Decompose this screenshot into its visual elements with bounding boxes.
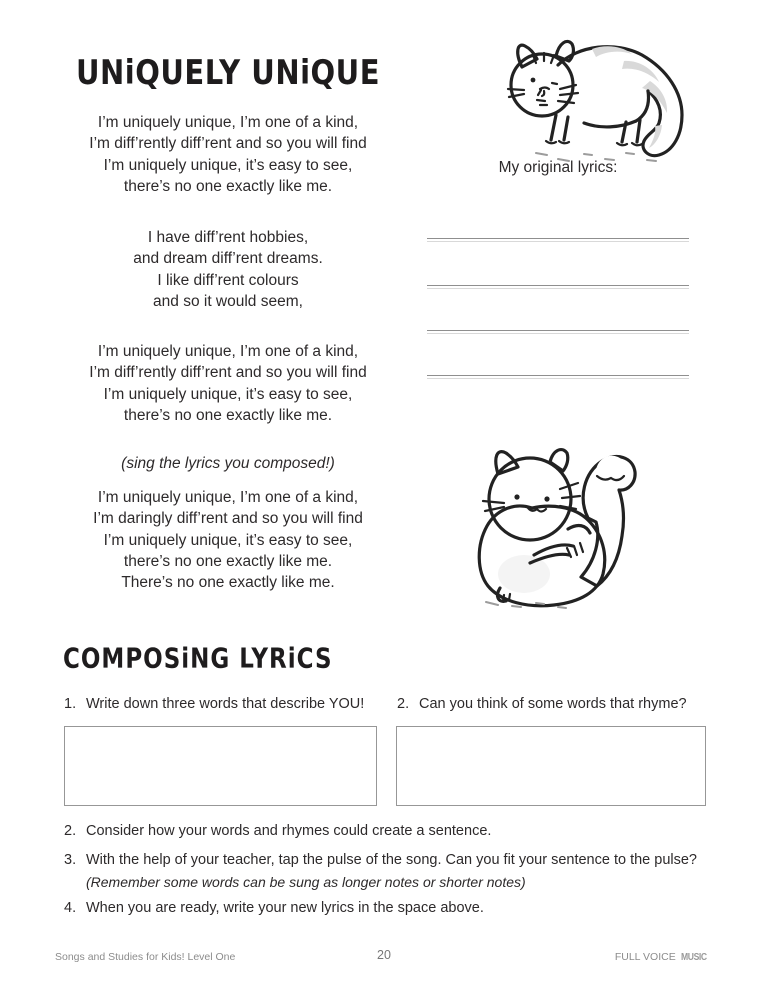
footer-book-title: Songs and Studies for Kids! Level One: [55, 951, 236, 963]
lyric-line: I’m uniquely unique, it’s easy to see,: [103, 385, 353, 403]
step-2: [64, 822, 491, 841]
step-4-number: 4.: [64, 900, 77, 916]
question-2: [397, 695, 687, 714]
question-1-number: 1.: [64, 696, 77, 712]
writing-line-4: [427, 375, 689, 379]
page-title: UNiQUELY UNiQUE: [75, 52, 381, 93]
step-3-number: 3.: [64, 852, 77, 868]
lyric-line: I’m diff’rently diff’rent and so you will find: [89, 135, 367, 153]
step-3-note: (Remember some words can be sung as longer notes or shorter notes): [86, 874, 526, 890]
standing-cat-illustration: [500, 33, 706, 165]
lyric-line: I’m uniquely unique, it’s easy to see,: [103, 156, 353, 174]
lyric-line: I’m diff’rently diff’rent and so you will find: [89, 364, 367, 382]
lyric-line: there’s no one exactly like me.: [123, 177, 333, 195]
sitting-cat-illustration: [470, 444, 646, 610]
publisher-name: FULL VOICE: [614, 951, 676, 963]
question-2-number: 2.: [397, 696, 410, 712]
step-4: [64, 899, 484, 918]
step-4-text: When you are ready, write your new lyrics in the space above.: [86, 900, 484, 916]
lyric-line: I like diff’rent colours: [157, 271, 299, 289]
step-2-text: Consider how your words and rhymes could create a sentence.: [86, 823, 492, 839]
footer-publisher: [615, 951, 712, 963]
lyric-line: I have diff’rent hobbies,: [147, 229, 309, 246]
lyric-line: I’m uniquely unique, I’m one of a kind,: [97, 114, 359, 131]
original-lyrics-label: My original lyrics:: [498, 159, 618, 176]
writing-line-2: [427, 285, 689, 289]
verse-4: [48, 487, 408, 593]
lyric-line: there’s no one exactly like me.: [123, 552, 333, 570]
lyric-line: and dream diff’rent dreams.: [133, 250, 323, 268]
writing-line-3: [427, 330, 689, 334]
lyric-line: I’m uniquely unique, I’m one of a kind,: [97, 343, 359, 360]
verse-1: [48, 112, 408, 197]
lyric-line: and so it would seem,: [153, 292, 303, 310]
step-3: [64, 851, 697, 892]
lyric-line: I’m uniquely unique, it’s easy to see,: [103, 531, 353, 549]
question-1-text: Write down three words that describe YOU!: [86, 696, 365, 712]
question-2-text: Can you think of some words that rhyme?: [419, 696, 687, 712]
sing-direction-note: (sing the lyrics you composed!): [121, 455, 335, 472]
question-1: [64, 695, 364, 714]
answer-box-rhymes: [396, 726, 706, 806]
step-3-text: With the help of your teacher, tap the pulse of the song. Can you fit your sentence to the pulse?: [86, 852, 697, 868]
lyric-line: There’s no one exactly like me.: [121, 574, 335, 592]
verse-2: [48, 227, 408, 312]
publisher-music-wordmark: MUSIC: [680, 951, 707, 963]
lyric-line: I’m uniquely unique, I’m one of a kind,: [97, 489, 359, 506]
writing-line-1: [427, 238, 689, 242]
lyric-line: I’m daringly diff’rent and so you will find: [93, 510, 363, 528]
footer-page-number: 20: [377, 948, 391, 962]
verse-3: [48, 341, 408, 426]
answer-box-words: [64, 726, 377, 806]
lyric-line: there’s no one exactly like me.: [123, 406, 333, 424]
step-2-number: 2.: [64, 823, 77, 839]
composing-lyrics-heading: COMPOSiNG LYRiCS: [63, 644, 333, 675]
